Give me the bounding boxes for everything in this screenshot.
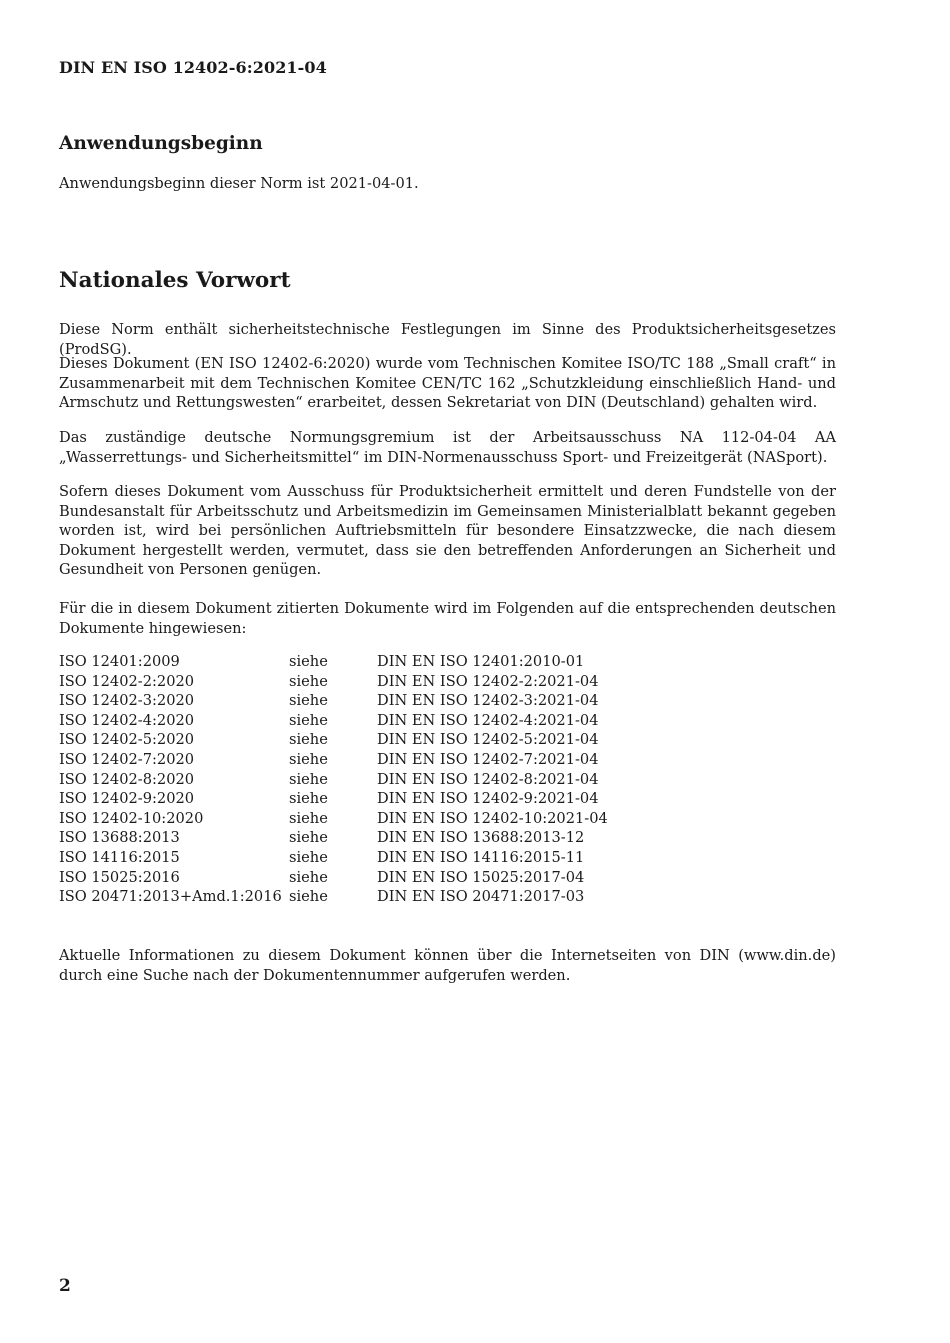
see-label: siehe [289,711,328,729]
page-number: 2 [59,1276,71,1296]
din-reference: DIN EN ISO 12402-5:2021-04 [377,731,599,749]
din-reference: DIN EN ISO 12402-7:2021-04 [377,750,599,768]
see-label: siehe [289,672,328,690]
iso-reference: ISO 20471:2013+Amd.1:2016 [59,888,282,906]
table-row [59,652,677,672]
iso-reference: ISO 12402-7:2020 [59,750,195,768]
table-row [59,750,677,770]
foreword-paragraph: Dieses Dokument (EN ISO 12402-6:2020) wurde vom Technischen Komitee ISO/TC 188 „Small craft“ in Zusammenarbeit mit dem Technischen Komitee CEN/TC 162 „Schutzkleidung einschließlich Hand- und Armschutz und Rettungswesten“ erarbeitet, dessen Sekretariat von DIN (Deutschland) gehalten wird. [59,355,836,412]
table-row [59,809,677,829]
table-row [59,691,677,711]
iso-reference: ISO 12402-8:2020 [59,770,195,788]
see-label: siehe [289,829,328,847]
din-reference: DIN EN ISO 14116:2015-11 [377,848,585,866]
din-reference: DIN EN ISO 20471:2017-03 [377,888,585,906]
din-reference: DIN EN ISO 12402-9:2021-04 [377,790,599,808]
table-row [59,711,677,731]
din-reference: DIN EN ISO 13688:2013-12 [377,829,585,847]
table-row [59,828,677,848]
table-row [59,848,677,868]
foreword-paragraph: Sofern dieses Dokument vom Ausschuss für Produktsicherheit ermittelt und deren Fundstelle von der Bundesanstalt für Arbeitsschutz und Arbeitsmedizin im Gemeinsamen Ministerialblatt bekannt gegeben worden ist, wird bei persönlichen Auftriebsmitteln für besondere Einsatzzwecke, die nach diesem Dokument hergestellt werden, vermutet, dass sie den betreffenden Anforderungen an Sicherheit und Gesundheit von Personen genügen. [59,483,836,579]
din-reference: DIN EN ISO 12402-8:2021-04 [377,770,599,788]
table-row [59,887,677,907]
iso-reference: ISO 12402-9:2020 [59,790,195,808]
see-label: siehe [289,692,328,710]
table-row [59,672,677,692]
iso-reference: ISO 12402-10:2020 [59,809,204,827]
see-label: siehe [289,731,328,749]
din-reference: DIN EN ISO 12402-2:2021-04 [377,672,599,690]
iso-reference: ISO 13688:2013 [59,829,180,847]
see-label: siehe [289,770,328,788]
din-reference: DIN EN ISO 12402-4:2021-04 [377,711,599,729]
table-row [59,868,677,888]
iso-reference: ISO 12402-4:2020 [59,711,195,729]
foreword-paragraph: Aktuelle Informationen zu diesem Dokument können über die Internetseiten von DIN (www.din.de) durch eine Suche nach der Dokumentennummer aufgerufen werden. [59,947,836,984]
table-row [59,730,677,750]
start-date-text: Anwendungsbeginn dieser Norm ist 2021-04-01. [59,175,419,192]
iso-reference: ISO 12402-3:2020 [59,692,195,710]
see-label: siehe [289,653,328,670]
table-row [59,770,677,790]
iso-reference: ISO 12401:2009 [59,653,180,670]
section-heading-foreword: Nationales Vorwort [59,268,291,293]
din-reference: DIN EN ISO 12402-3:2021-04 [377,692,599,710]
iso-reference: ISO 14116:2015 [59,848,180,866]
foreword-paragraph: Diese Norm enthält sicherheitstechnische Festlegungen im Sinne des Produktsicherheitsgesetzes (ProdSG). [59,321,836,358]
foreword-paragraph: Für die in diesem Dokument zitierten Dokumente wird im Folgenden auf die entsprechenden deutschen Dokumente hingewiesen: [59,600,836,637]
iso-reference: ISO 12402-2:2020 [59,672,195,690]
foreword-paragraph: Das zuständige deutsche Normungsgremium ist der Arbeitsausschuss NA 112-04-04 AA „Wasserrettungs- und Sicherheitsmittel“ im DIN-Normenausschuss Sport- und Freizeitgerät (NASport). [59,429,836,466]
see-label: siehe [289,848,328,866]
iso-reference: ISO 15025:2016 [59,868,180,886]
table-row [59,789,677,809]
see-label: siehe [289,868,328,886]
document-id: DIN EN ISO 12402-6:2021-04 [59,58,327,77]
see-label: siehe [289,888,328,906]
iso-reference: ISO 12402-5:2020 [59,731,195,749]
reference-table [59,652,677,907]
din-reference: DIN EN ISO 12401:2010-01 [377,653,585,670]
section-heading-start: Anwendungsbeginn [59,133,263,154]
see-label: siehe [289,809,328,827]
see-label: siehe [289,750,328,768]
see-label: siehe [289,790,328,808]
din-reference: DIN EN ISO 15025:2017-04 [377,868,585,886]
din-reference: DIN EN ISO 12402-10:2021-04 [377,809,608,827]
